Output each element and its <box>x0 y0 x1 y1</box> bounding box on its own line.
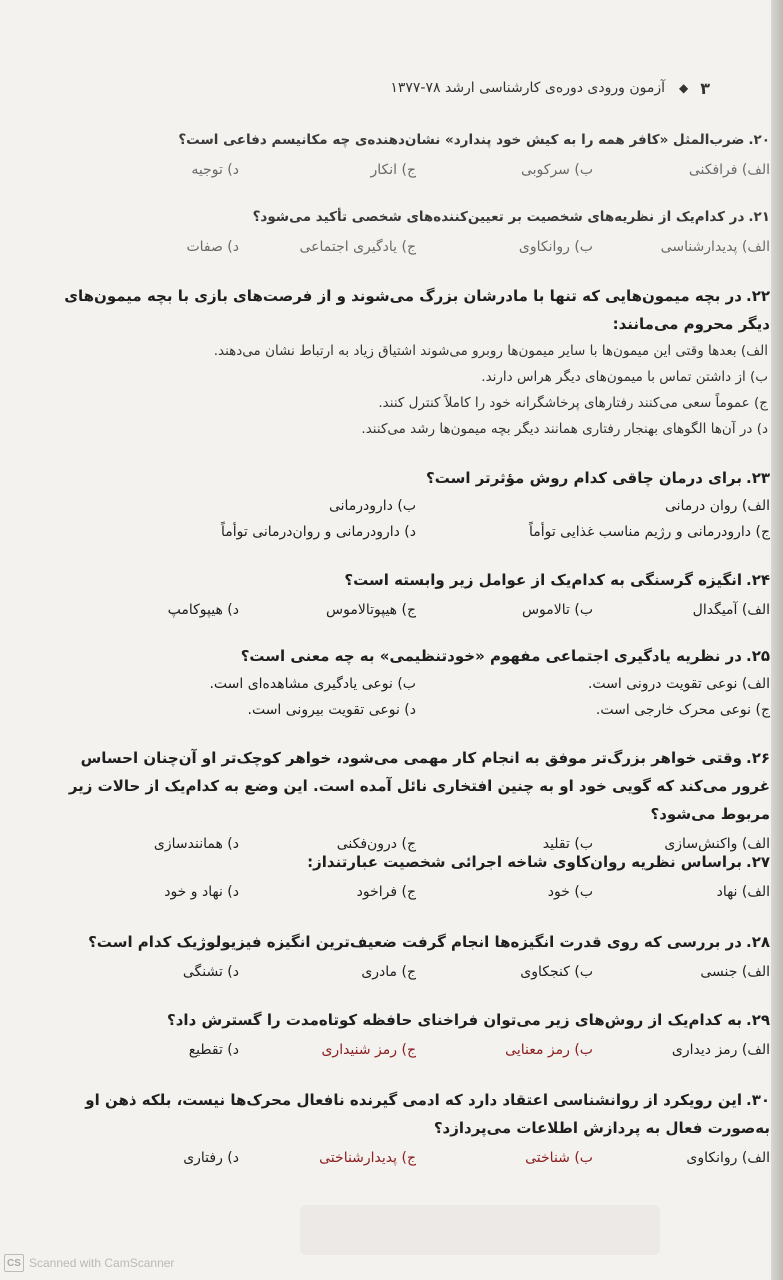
question-23 <box>62 464 770 544</box>
option-c: ج) درون‌فکنی <box>336 836 416 852</box>
question-27 <box>62 848 770 904</box>
options <box>62 235 770 259</box>
option-b: ب) کنجکاوی <box>520 964 593 980</box>
question-number: ۲۰. <box>748 132 770 148</box>
question-number: ۲۳. <box>745 469 770 487</box>
option-d: د) همانندسازی <box>153 836 239 852</box>
option-a: الف) آمیگدال <box>692 602 770 618</box>
bleed-through-smudge <box>300 1205 660 1255</box>
option-a: الف) نوعی تقویت درونی است. <box>587 676 770 692</box>
options <box>62 960 770 984</box>
option-c: ج) مادری <box>361 964 416 980</box>
option-d: د) هیپوکامپ <box>167 602 239 618</box>
question-29 <box>62 1006 770 1062</box>
option-a: الف) روانکاوی <box>686 1150 770 1166</box>
option-a: الف) نهاد <box>716 884 770 900</box>
question-text: در نظریه یادگیری اجتماعی مفهوم «خودتنظیمی» به چه معنی است؟ <box>240 647 742 665</box>
option-b: ب) نوعی یادگیری مشاهده‌ای است. <box>209 676 416 692</box>
option-a: الف) فرافکنی <box>688 162 770 178</box>
option-c: ج) پدیدارشناختی <box>319 1150 416 1166</box>
question-21 <box>62 203 770 259</box>
option-a: الف) واکنش‌سازی <box>664 836 770 852</box>
question-number: ۳۰. <box>745 1091 770 1109</box>
option-b: ب) از داشتن تماس با میمون‌های دیگر هراس دارند. <box>481 369 768 385</box>
option-b: ب) روانکاوی <box>518 239 593 255</box>
option-a: الف) روان درمانی <box>664 498 770 514</box>
question-number: ۲۸. <box>745 933 770 951</box>
option-c: ج) دارودرمانی و رژیم مناسب غذایی توأماً <box>528 524 770 540</box>
option-a: الف) جنسی <box>700 964 770 980</box>
question-24 <box>62 566 770 622</box>
question-number: ۲۶. <box>745 749 770 767</box>
question-number: ۲۹. <box>745 1011 770 1029</box>
option-c: ج) نوعی محرک خارجی است. <box>595 702 770 718</box>
option-a: الف) رمز دیداری <box>671 1042 770 1058</box>
option-d: د) تشنگی <box>182 964 239 980</box>
question-25 <box>62 642 770 722</box>
options <box>62 1146 770 1170</box>
question-text: این رویکرد از روانشناسی اعتقاد دارد که ادمی گیرنده نافعال محرک‌ها نیست، بلکه ذهن او به‌صورت فعال به پردازش اطلاعات می‌پردازد؟ <box>85 1091 770 1137</box>
question-number: ۲۲. <box>745 287 770 305</box>
option-d: د) نهاد و خود <box>164 884 239 900</box>
question-text: برای درمان چاقی کدام روش مؤثرتر است؟ <box>426 469 742 487</box>
options <box>62 672 770 722</box>
exam-title: آزمون ورودی دوره‌ی کارشناسی ارشد ۷۸-۱۳۷۷ <box>390 80 665 96</box>
page-edge-shadow <box>771 0 783 1280</box>
option-d: د) رفتاری <box>183 1150 239 1166</box>
option-c: ج) رمز شنیداری <box>321 1042 416 1058</box>
question-20 <box>62 126 770 182</box>
option-d: د) توجیه <box>191 162 239 178</box>
option-b: ب) سرکوبی <box>520 162 593 178</box>
question-number: ۲۱. <box>748 209 770 225</box>
option-b: ب) دارودرمانی <box>328 498 416 514</box>
option-c: ج) عموماً سعی می‌کنند رفتارهای پرخاشگرانه خود را کاملاً کنترل کنند. <box>378 395 768 411</box>
option-c: ج) هیپوتالاموس <box>326 602 416 618</box>
question-number: ۲۵. <box>745 647 770 665</box>
camscanner-logo-icon: CS <box>4 1254 24 1272</box>
option-c: ج) فراخود <box>356 884 416 900</box>
question-text: وقتی خواهر بزرگ‌تر موفق به انجام کار مهمی می‌شود، خواهر کوچک‌تر او آن‌چنان احساس غرور می‌کند که گویی خود او به چنین افتخاری نائل آمده است. این وضع به کدام‌یک از حالات زیر مربوط می‌شود؟ <box>68 749 770 823</box>
option-b: ب) خود <box>547 884 593 900</box>
options <box>62 880 770 904</box>
options <box>62 158 770 182</box>
option-c: ج) انکار <box>370 162 416 178</box>
option-b: ب) رمز معنایی <box>505 1042 593 1058</box>
option-b: ب) تالاموس <box>521 602 593 618</box>
question-22 <box>62 282 770 442</box>
options <box>62 338 770 442</box>
option-d: د) تقطیع <box>188 1042 239 1058</box>
option-a: الف) بعدها وقتی این میمون‌ها با سایر میمون‌ها روبرو می‌شوند اشتیاق زیاد به ارتباط نشان می‌دهند. <box>213 343 768 359</box>
page-number: ۳ <box>700 78 710 98</box>
options <box>62 598 770 622</box>
question-text: ضرب‌المثل «کافر همه را به کیش خود پندارد» نشان‌دهنده‌ی چه مکانیسم دفاعی است؟ <box>178 132 745 148</box>
option-b: ب) شناختی <box>525 1150 593 1166</box>
question-text: در بچه میمون‌هایی که تنها با مادرشان بزرگ می‌شوند و از فرصت‌های بازی با بچه میمون‌های دیگر محروم می‌مانند: <box>64 287 770 333</box>
options <box>62 1038 770 1062</box>
question-26 <box>62 744 770 856</box>
options <box>62 494 770 544</box>
option-d: د) در آن‌ها الگوهای بهنجار رفتاری همانند دیگر بچه میمون‌ها رشد می‌کنند. <box>361 421 768 437</box>
question-text: در بررسی که روی قدرت انگیزه‌ها انجام گرفت ضعیف‌ترین انگیزه فیزیولوژیک کدام است؟ <box>88 933 742 951</box>
watermark-text: Scanned with CamScanner <box>29 1256 175 1270</box>
question-30 <box>62 1086 770 1170</box>
question-28 <box>62 928 770 984</box>
option-a: الف) پدیدارشناسی <box>660 239 770 255</box>
diamond-icon: ◆ <box>679 81 689 95</box>
question-number: ۲۷. <box>745 853 770 871</box>
question-text: براساس نظریه روان‌کاوی شاخه اجرائی شخصیت عبارتنداز: <box>307 853 742 871</box>
option-d: د) دارودرمانی و روان‌درمانی توأماً <box>220 524 416 540</box>
option-d: د) نوعی تقویت بیرونی است. <box>247 702 416 718</box>
option-d: د) صفات <box>186 239 239 255</box>
question-text: به کدام‌یک از روش‌های زیر می‌توان فراخنای حافظه کوتاه‌مدت را گسترش داد؟ <box>167 1011 742 1029</box>
question-text: انگیزه گرسنگی به کدام‌یک از عوامل زیر وابسته است؟ <box>344 571 742 589</box>
question-text: در کدام‌یک از نظریه‌های شخصیت بر تعیین‌کننده‌های شخصی تأکید می‌شود؟ <box>252 209 745 225</box>
option-c: ج) یادگیری اجتماعی <box>299 239 416 255</box>
camscanner-watermark <box>4 1254 174 1272</box>
page-header <box>60 74 710 102</box>
question-number: ۲۴. <box>745 571 770 589</box>
option-b: ب) تقلید <box>542 836 593 852</box>
